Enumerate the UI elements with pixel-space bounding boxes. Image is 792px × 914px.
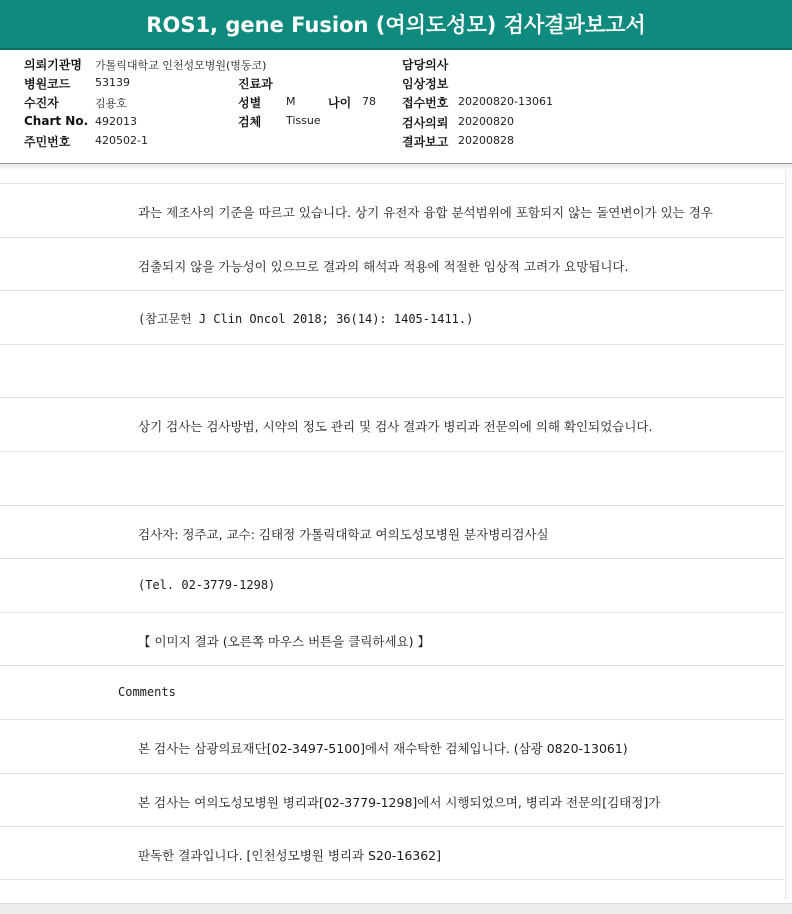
report-line: 검출되지 않을 가능성이 있으므로 결과의 해석과 적용에 적절한 임상적 고려가 요망됩니다. — [138, 258, 629, 274]
comments-heading: Comments — [118, 685, 176, 700]
report-line: 판독한 결과입니다. [인천성모병원 병리과 S20-16362] — [138, 848, 442, 864]
attending-doctor-label: 담당의사 — [402, 58, 449, 72]
hospital-label: 의뢰기관명 — [24, 58, 82, 72]
patient-name-label: 수진자 — [24, 96, 59, 110]
report-line: (참고문헌 J Clin Oncol 2018; 36(14): 1405-1411.) — [138, 312, 474, 327]
report-title-bar — [0, 0, 792, 50]
receipt-number-label: 접수번호 — [402, 96, 449, 110]
request-date-label: 검사의뢰 — [402, 116, 449, 130]
report-date-label: 결과보고 — [402, 135, 449, 149]
report-line: 과는 제조사의 기준을 따르고 있습니다. 상기 유전자 융합 분석범위에 포함되지 않는 돌연변이가 있는 경우 — [138, 205, 713, 220]
report-title: ROS1, gene Fusion (여의도성모) 검사결과보고서 — [146, 13, 646, 37]
report-row — [0, 290, 784, 344]
horizontal-scrollbar[interactable] — [0, 903, 792, 914]
report-line: 검사자: 정주교, 교수: 김태정 가톨릭대학교 여의도성모병원 분자병리검사실 — [138, 526, 549, 542]
department-label: 진료과 — [238, 77, 273, 91]
report-row — [0, 451, 784, 505]
chart-no-value: 492013 — [95, 115, 137, 128]
report-body[interactable] — [0, 183, 784, 880]
report-line: 본 검사는 삼광의료재단[02-3497-5100]에서 재수탁한 검체입니다. (삼광 0820-13061) — [138, 740, 628, 756]
sex-label: 성별 — [238, 96, 262, 110]
report-line: 본 검사는 여의도성모병원 병리과[02-3779-1298]에서 시행되었으며, 병리과 전문의[김태정]가 — [138, 794, 661, 810]
specimen-label: 검체 — [238, 115, 262, 129]
report-row — [0, 344, 784, 398]
patient-info-panel — [0, 50, 792, 162]
age-label: 나이 — [328, 96, 352, 110]
request-date-value: 20200820 — [458, 115, 514, 128]
resident-id-value: 420502-1 — [95, 134, 148, 147]
specimen-value: Tissue — [286, 114, 321, 127]
age-value: 78 — [362, 95, 376, 108]
hospital-value: 가톨릭대학교 인천성모병원(병동코) — [95, 59, 267, 72]
clinical-info-label: 임상정보 — [402, 77, 449, 91]
hospital-code-value: 53139 — [95, 76, 130, 89]
report-row — [0, 397, 784, 451]
receipt-number-value: 20200820-13061 — [458, 95, 553, 108]
report-row — [0, 773, 784, 827]
resident-id-label: 주민번호 — [24, 135, 71, 149]
report-row — [0, 719, 784, 773]
report-line: (Tel. 02-3779-1298) — [138, 578, 276, 593]
image-result-link[interactable]: 【 이미지 결과 (오른쪽 마우스 버튼을 클릭하세요) 】 — [138, 633, 430, 649]
sex-value: M — [286, 95, 296, 108]
patient-name-value: 김용호 — [95, 97, 127, 110]
vertical-scrollbar[interactable] — [785, 170, 792, 900]
report-row — [0, 665, 784, 719]
report-line: 상기 검사는 검사방법, 시약의 정도 관리 및 검사 결과가 병리과 전문의에 의해 확인되었습니다. — [138, 419, 653, 435]
report-row — [0, 558, 784, 612]
report-row — [0, 183, 784, 237]
report-row — [0, 505, 784, 559]
chart-no-label: Chart No. — [24, 114, 89, 128]
report-row — [0, 826, 784, 880]
hospital-code-label: 병원코드 — [24, 77, 71, 91]
info-divider-shadow — [0, 164, 792, 170]
report-row — [0, 237, 784, 291]
report-date-value: 20200828 — [458, 134, 514, 147]
report-row[interactable] — [0, 612, 784, 666]
